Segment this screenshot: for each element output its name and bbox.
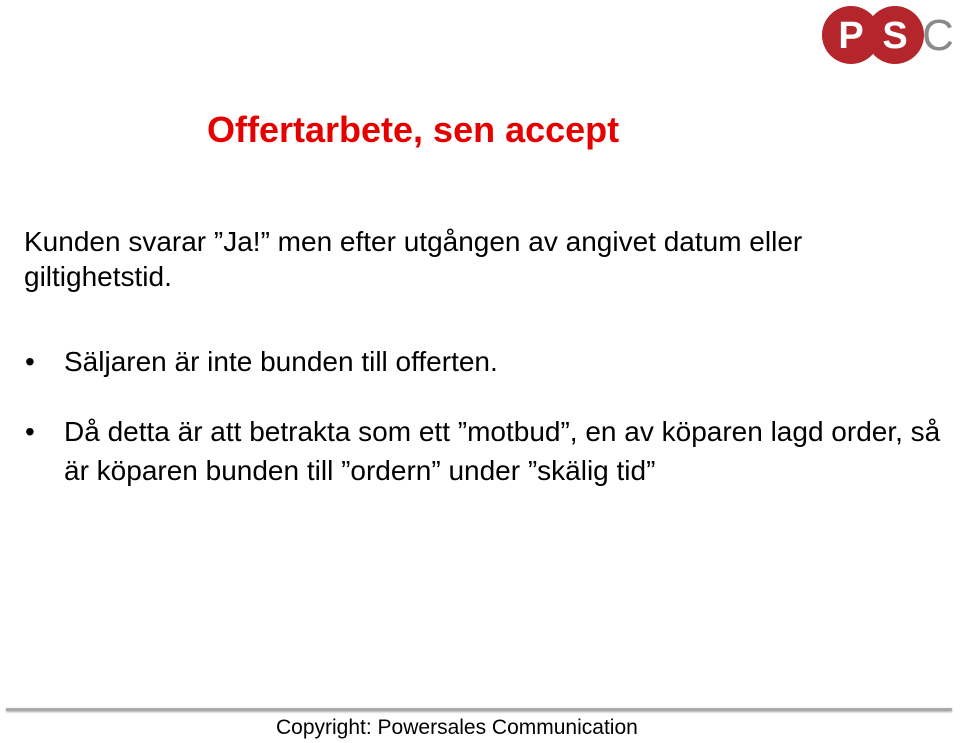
logo-letter-p: P <box>838 15 864 57</box>
copyright-text: Copyright: Powersales Communication <box>276 716 638 739</box>
psc-logo <box>820 4 958 66</box>
bullet-list <box>24 342 944 521</box>
bullet-marker: • <box>25 416 35 447</box>
bullet-marker: • <box>25 346 35 377</box>
intro-paragraph: Kunden svarar ”Ja!” men efter utgången av angivet datum eller giltighetstid. <box>24 226 803 292</box>
slide-title: Offertarbete, sen accept <box>207 109 620 150</box>
logo-letter-c: C <box>922 11 954 60</box>
logo-letter-s: S <box>882 15 908 57</box>
bullet-item <box>24 412 944 490</box>
footer-divider <box>6 708 952 711</box>
bullet-text: Säljaren är inte bunden till offerten. <box>64 346 498 377</box>
bullet-item <box>24 342 944 381</box>
bullet-text: Då detta är att betrakta som ett ”motbud”, en av köparen lagd order, så är köparen bunden till ”ordern” under ”skälig tid” <box>64 416 941 486</box>
